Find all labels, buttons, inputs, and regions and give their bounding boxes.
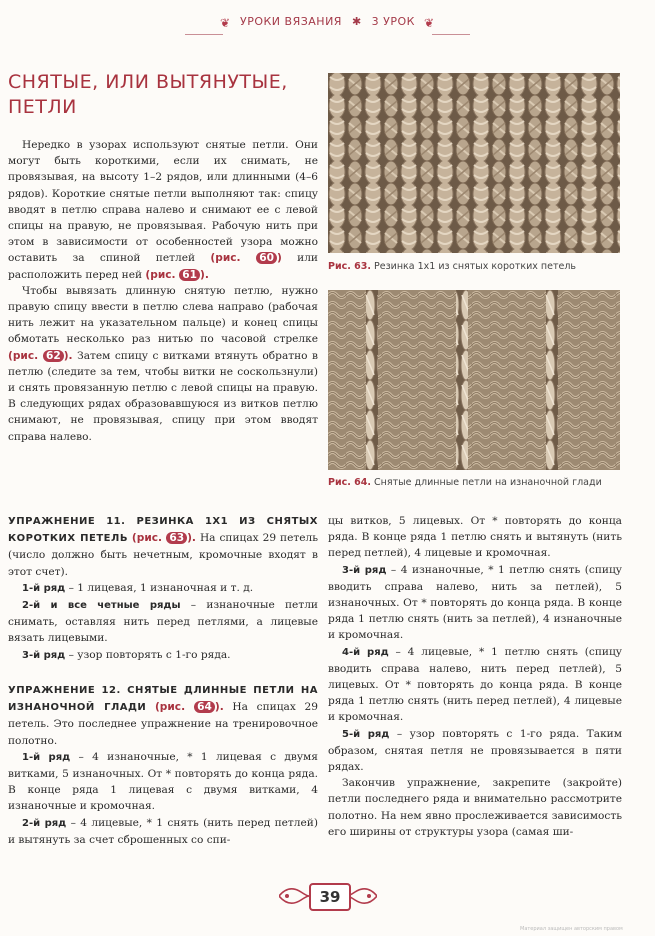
header-separator-icon: ✱ bbox=[351, 15, 362, 28]
figure-ref-60[interactable]: (рис. 60 ) bbox=[210, 252, 282, 265]
exercise-12 bbox=[8, 682, 318, 848]
ornament-left-icon: ❦ bbox=[219, 16, 231, 30]
figure-64-image bbox=[328, 290, 620, 470]
exercise-11-row-1: 1-й ряд – 1 лицевая, 1 изнаночная и т. д. bbox=[22, 581, 254, 594]
running-header bbox=[0, 10, 655, 34]
copyright-footnote: Материал защищен авторским правом bbox=[520, 926, 623, 932]
exercise-12-row-1: 1-й ряд – 4 изнаночные, * 1 лицевая с двумя витками, 5 изнаночных. От * повторять до конца ряда. В конце ряда 1 лицевая с двумя витками, 4 изнаночные и кромочная. bbox=[8, 750, 318, 813]
intro-column bbox=[8, 137, 318, 445]
exercise-11-row-2: 2-й и все четные ряды – изнаночные петли снимать, оставляя нить перед петлями, а лицевые вязать лицевыми. bbox=[8, 599, 318, 645]
figure-63-label: Рис. 63. bbox=[328, 261, 371, 272]
right-column-text bbox=[328, 513, 622, 840]
figure-64-caption bbox=[328, 477, 620, 488]
page-number-block bbox=[279, 880, 377, 912]
figure-63-image bbox=[328, 73, 620, 253]
figure-63-caption-text: Резинка 1х1 из снятых коротких петель bbox=[374, 261, 577, 272]
figure-ref-62[interactable]: (рис. 62 ). bbox=[8, 349, 73, 362]
exercise-11-intro: УПРАЖНЕНИЕ 11. РЕЗИНКА 1Х1 ИЗ СНЯТЫХ КОРОТКИХ ПЕТЕЛЬ (рис. 63 ). На спицах 29 петель (число должно быть нечетным, кромочные входят в этот счет). bbox=[8, 516, 318, 578]
figure-ref-63[interactable]: (рис. 63 ). bbox=[131, 532, 196, 545]
page-title: СНЯТЫЕ, ИЛИ ВЫТЯНУТЫЕ, ПЕТЛИ bbox=[8, 71, 288, 118]
exercise-12-row-2: 2-й ряд – 4 лицевые, * 1 снять (нить перед петлей) и вытянуть за счет сброшенных со спи- bbox=[8, 816, 318, 846]
page-number: 39 bbox=[309, 883, 351, 911]
header-lesson: 3 УРОК bbox=[371, 15, 415, 28]
header-rule-left bbox=[185, 34, 223, 35]
intro-paragraph-2: Чтобы вывязать длинную снятую петлю, нужно правую спицу ввести в петлю слева направо (рабочая нить лежит на указательном пальце) и конец спицы обмотать несколько раз нитью по часовой стрелке (рис. 62 ). Затем спицу с витками втянуть обратно в петлю (следите за тем, чтобы витки не соскользнули) и снять провязанную петлю с левой спицы на правую. В следующих рядах образовавшуюся из витков петлю снимают, не провязывая, спицу при этом вводят справа налево. bbox=[8, 284, 319, 443]
header-text bbox=[0, 15, 655, 28]
header-rule-right bbox=[432, 34, 470, 35]
exercise-12-intro: УПРАЖНЕНИЕ 12. СНЯТЫЕ ДЛИННЫЕ ПЕТЛИ НА ИЗНАНОЧНОЙ ГЛАДИ (рис. 64 ). На спицах 29 петель. Это последнее упражнение на тренировочное полотно. bbox=[8, 685, 318, 747]
ornament-right-icon: ❦ bbox=[423, 16, 435, 30]
exercise-12-heading: УПРАЖНЕНИЕ 12. СНЯТЫЕ ДЛИННЫЕ ПЕТЛИ НА ИЗНАНОЧНОЙ ГЛАДИ bbox=[8, 685, 318, 714]
exercise-12-row-2-continued: цы витков, 5 лицевых. От * повторять до конца ряда. В конце ряда 1 петлю снять и вытянуть (нить перед петлей), 4 лицевые и кромочная. bbox=[328, 515, 622, 560]
exercise-11-heading: УПРАЖНЕНИЕ 11. РЕЗИНКА 1Х1 ИЗ СНЯТЫХ КОРОТКИХ ПЕТЕЛЬ bbox=[8, 516, 318, 545]
intro-paragraph-1: Нередко в узорах используют снятые петли. Они могут быть короткими, если их снимать, не провязывая, на высоту 1–2 рядов, или длинными (4–6 рядов). Короткие снятые петли выполняют так: спицу вводят в петлю справа налево и снимают ее с левой спицы на правую, не провязывая. Рабочую нить при этом в зависимости от особенностей узора можно оставить за спиной петлей (рис. 60 ) или расположить перед ней (рис. 61 ). bbox=[8, 139, 318, 281]
exercise-11-row-3: 3-й ряд – узор повторять с 1-го ряда. bbox=[22, 648, 231, 661]
conclusion-paragraph: Закончив упражнение, закрепите (закройте) петли последнего ряда и внимательно рассмотрите полотно. На нем явно прослеживается зависимость его ширины от структуры узора (самая ши- bbox=[328, 777, 622, 838]
figure-ref-61[interactable]: (рис. 61 ). bbox=[145, 268, 209, 281]
exercise-12-row-3: 3-й ряд – 4 изнаночные, * 1 петлю снять (спицу вводить справа налево, нить за петлей), 5 изнаночных. От * повторять до конца ряда. В конце ряда 1 петлю снять (нить за петлей), 4 изнаночные и кромочная. bbox=[328, 563, 623, 642]
figure-64-label: Рис. 64. bbox=[328, 477, 371, 488]
exercise-11 bbox=[8, 513, 318, 664]
figure-64-caption-text: Снятые длинные петли на изнаночной глади bbox=[374, 477, 602, 488]
figure-63-caption bbox=[328, 261, 620, 272]
exercise-12-row-5: 5-й ряд – узор повторять с 1-го ряда. Таким образом, снятая петля не провязывается в пяти рядах. bbox=[328, 727, 622, 774]
figure-ref-64[interactable]: (рис. 64 ). bbox=[154, 701, 224, 714]
header-section: УРОКИ ВЯЗАНИЯ bbox=[240, 15, 342, 28]
exercise-12-row-4: 4-й ряд – 4 лицевые, * 1 петлю снять (спицу вводить справа налево, нить перед петлей), 5 лицевых. От * повторять до конца ряда. В конце ряда 1 петлю снять (нить перед петлей), 4 лицевые и кромочная. bbox=[328, 645, 622, 724]
